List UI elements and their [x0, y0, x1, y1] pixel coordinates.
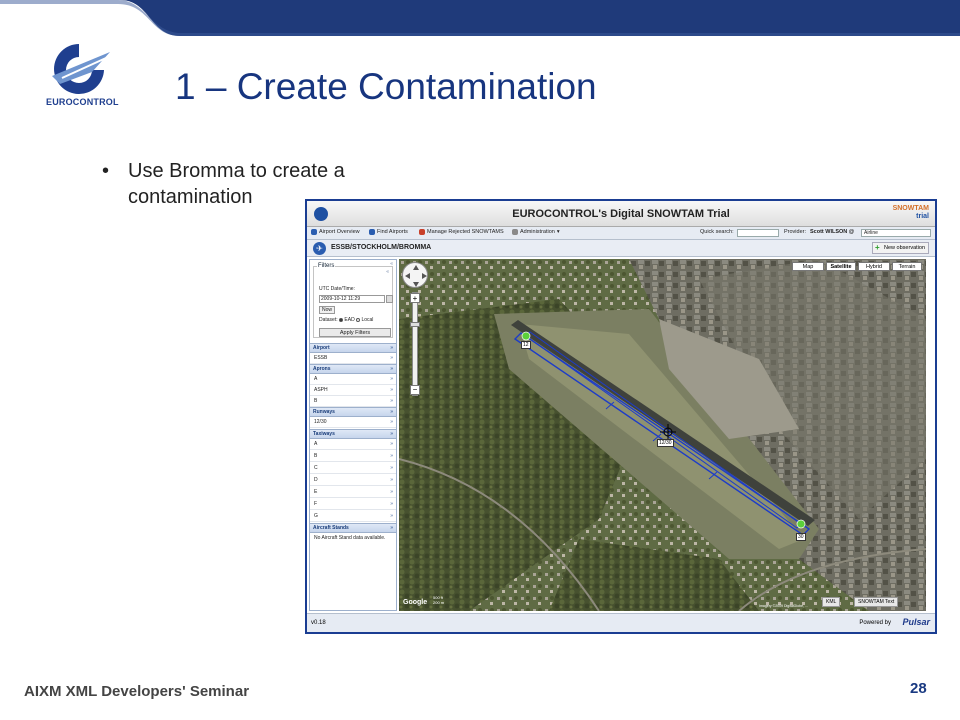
satellite-imagery [399, 259, 926, 611]
slide-header-band [0, 0, 960, 36]
section-aircraft-stands[interactable] [310, 523, 396, 533]
list-item[interactable] [310, 396, 396, 407]
slide-title: 1 – Create Contamination [175, 66, 597, 107]
arrow-icon: » [390, 398, 393, 404]
expand-icon: » [390, 409, 393, 415]
administration-menu[interactable] [512, 229, 560, 235]
bullet-text: Use Bromma to create a contamination [128, 160, 345, 208]
list-item[interactable] [310, 499, 396, 510]
apply-filters-button[interactable]: Apply Filters [319, 328, 391, 337]
filter-sidebar [309, 259, 397, 611]
list-item[interactable] [310, 417, 396, 428]
collapse-sidebar-icon[interactable]: « [390, 261, 393, 267]
map-copyright: Imagery ©2009 DigitalGlobe, ... [759, 604, 808, 608]
utc-datetime-label: UTC Date/Time: [319, 286, 355, 292]
calendar-icon[interactable] [386, 295, 393, 303]
map-type-hybrid[interactable]: Hybrid [858, 262, 890, 271]
zoom-slider-thumb[interactable] [410, 322, 420, 327]
find-airports-label: Find Airports [377, 229, 408, 235]
provider-select[interactable]: Airline [861, 229, 931, 237]
expand-icon: » [390, 525, 393, 531]
zoom-in-button[interactable]: + [410, 293, 420, 303]
list-item[interactable] [310, 374, 396, 385]
app-toolbar [307, 227, 935, 240]
airport-header [307, 240, 935, 257]
list-item[interactable] [310, 439, 396, 450]
provider-value: Scott WILSON @ [810, 229, 855, 235]
app-footer [307, 613, 935, 632]
quick-search-label: Quick search: [700, 229, 734, 235]
bullet-dot: • [102, 160, 110, 182]
logo-text: EUROCONTROL [46, 97, 119, 107]
reject-icon [419, 229, 425, 235]
pan-arrows-icon [403, 263, 429, 289]
arrow-icon: » [390, 465, 393, 471]
kml-button[interactable]: KML [822, 597, 840, 607]
section-title: Aircraft Stands [313, 525, 349, 531]
item-label: C [314, 465, 318, 471]
page-number: 28 [910, 680, 927, 697]
list-item[interactable] [310, 511, 396, 522]
arrow-icon: » [390, 513, 393, 519]
provider-label: Provider: [784, 229, 807, 235]
quick-search-input[interactable] [737, 229, 779, 237]
snowtam-text-button[interactable]: SNOWTAM Text [854, 597, 898, 607]
list-item[interactable] [310, 463, 396, 474]
airport-overview-label: Airport Overview [319, 229, 360, 235]
manage-rejected-label: Manage Rejected SNOWTAMS [427, 229, 504, 235]
list-item[interactable] [310, 487, 396, 498]
datetime-input[interactable]: 2009-10-12 11:29 [319, 295, 385, 303]
section-title: Runways [313, 409, 335, 415]
app-title: EUROCONTROL's Digital SNOWTAM Trial [512, 208, 730, 220]
ead-label: EAD [344, 317, 355, 323]
arrow-icon: » [390, 477, 393, 483]
item-label: ASPH [314, 387, 328, 393]
section-airport[interactable] [310, 343, 396, 353]
dataset-row [319, 317, 373, 323]
map-scale [433, 595, 444, 605]
map-type-map[interactable]: Map [792, 262, 824, 271]
snowtam-logo [893, 205, 929, 221]
section-title: Taxiways [313, 431, 335, 437]
new-observation-label: New observation [884, 245, 925, 251]
item-label: ESSB [314, 355, 328, 361]
item-label: E [314, 489, 318, 495]
pan-control-icon[interactable] [402, 262, 428, 288]
filters-title: Filters [318, 263, 335, 269]
runway-label-30[interactable]: 30 [798, 534, 804, 540]
pulsar-logo: Pulsar [902, 617, 930, 627]
item-label: A [314, 441, 318, 447]
collapse-filters-icon[interactable]: « [386, 269, 389, 275]
airplane-icon: ✈ [313, 242, 326, 255]
section-title: Aprons [313, 366, 331, 372]
local-label: Local [361, 317, 374, 323]
arrow-icon: » [390, 453, 393, 459]
scale-feet: 500 ft [433, 595, 444, 600]
globe-icon [311, 229, 317, 235]
administration-label: Administration [520, 229, 555, 235]
expand-icon: » [390, 366, 393, 372]
arrow-icon: » [390, 489, 393, 495]
item-label: B [314, 453, 318, 459]
airport-overview-button[interactable] [311, 229, 360, 235]
runway-label-12[interactable]: 12 [523, 342, 529, 348]
zoom-out-button[interactable]: − [410, 385, 420, 395]
item-label: B [314, 398, 318, 404]
list-item[interactable] [310, 385, 396, 396]
arrow-icon: » [390, 419, 393, 425]
find-airports-button[interactable] [369, 229, 408, 235]
item-label: G [314, 513, 318, 519]
item-label: 12/30 [314, 419, 327, 425]
zoom-slider[interactable] [412, 292, 418, 396]
item-label: D [314, 477, 318, 483]
google-logo: Google [403, 599, 428, 606]
list-item[interactable] [310, 353, 396, 364]
now-button[interactable]: Now [319, 306, 335, 314]
arrow-icon: » [390, 441, 393, 447]
new-observation-button[interactable] [872, 242, 929, 254]
expand-icon: » [390, 431, 393, 437]
dataset-label: Dataset: [319, 317, 338, 323]
map-type-satellite[interactable]: Satellite [826, 262, 856, 271]
plus-icon: + [875, 243, 880, 252]
item-label: A [314, 376, 318, 382]
admin-icon [512, 229, 518, 235]
list-item[interactable] [310, 451, 396, 462]
globe-search-icon [369, 229, 375, 235]
runway-label-12-30[interactable]: 12/30 [659, 440, 672, 446]
app-version: v0.18 [311, 620, 326, 626]
airport-name: ESSB/STOCKHOLM/BROMMA [331, 244, 432, 251]
list-item[interactable] [310, 475, 396, 486]
section-runways[interactable] [310, 407, 396, 417]
no-stands-message: No Aircraft Stand data available. [314, 535, 386, 541]
map-type-terrain[interactable]: Terrain [892, 262, 922, 271]
manage-rejected-button[interactable] [419, 229, 504, 235]
ead-radio[interactable] [339, 318, 343, 322]
section-title: Airport [313, 345, 330, 351]
section-taxiways[interactable] [310, 429, 396, 439]
expand-icon: » [390, 345, 393, 351]
arrow-icon: » [390, 387, 393, 393]
snowtam-logo-line2: trial [916, 213, 929, 220]
seminar-footer: AIXM XML Developers' Seminar [24, 683, 250, 700]
satellite-map[interactable] [399, 259, 926, 611]
chevron-down-icon: ▾ [556, 229, 560, 235]
scale-meters: 200 m [433, 600, 445, 605]
powered-by-label: Powered by [859, 620, 891, 626]
section-aprons[interactable] [310, 364, 396, 374]
app-title-bar [307, 201, 935, 227]
arrow-icon: » [390, 355, 393, 361]
local-radio[interactable] [356, 318, 360, 322]
snowtam-logo-line1: SNOWTAM [892, 205, 929, 212]
arrow-icon: » [390, 376, 393, 382]
item-label: F [314, 501, 318, 507]
snowtam-app-window [305, 199, 937, 634]
arrow-icon: » [390, 501, 393, 507]
filters-panel [313, 263, 393, 338]
